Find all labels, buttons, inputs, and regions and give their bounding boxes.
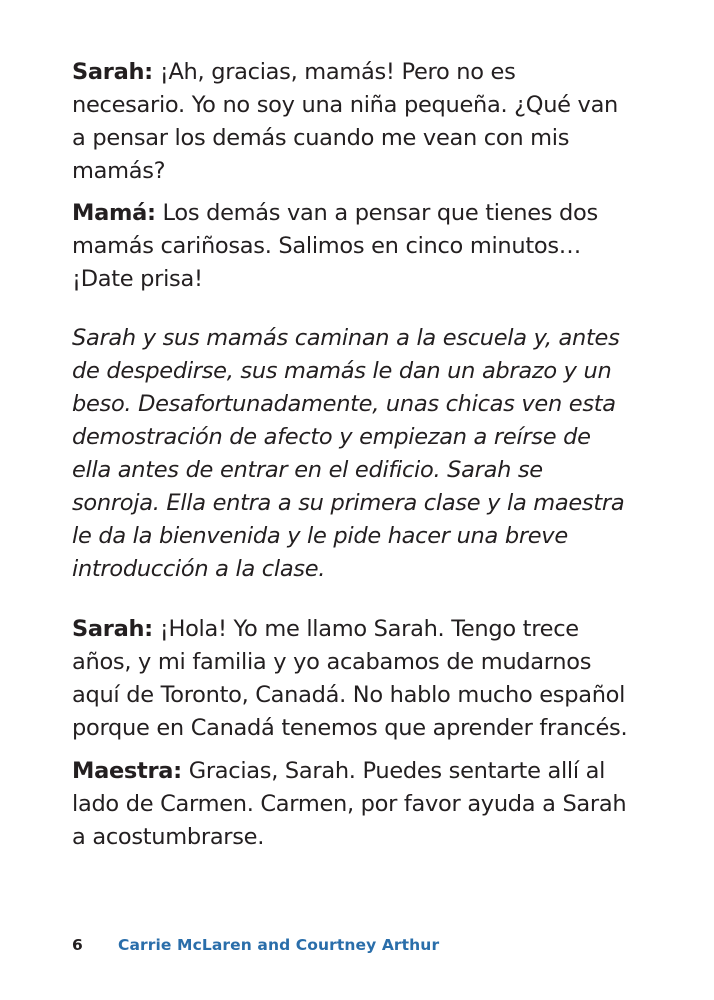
dialogue-paragraph — [72, 613, 632, 745]
page-body — [72, 56, 632, 854]
dialogue-text: ¡Hola! Yo me llamo Sarah. Tengo trece años, y mi familia y yo acabamos de mudarnos aquí de Toronto, Canadá. No hablo mucho español porque en Canadá tenemos que aprender francés. — [72, 616, 628, 741]
dialogue-paragraph — [72, 197, 632, 296]
speaker-label: Sarah: — [72, 616, 153, 642]
dialogue-text: Los demás van a pensar que tienes dos mamás cariñosas. Salimos en cinco minutos… ¡Date prisa! — [72, 200, 598, 292]
stage-direction — [72, 322, 632, 586]
speaker-label: Mamá: — [72, 200, 156, 226]
author-credit: Carrie McLaren and Courtney Arthur — [118, 936, 440, 954]
dialogue-paragraph — [72, 755, 632, 854]
speaker-label: Maestra: — [72, 758, 182, 784]
dialogue-text: Gracias, Sarah. Puedes sentarte allí al lado de Carmen. Carmen, por favor ayuda a Sarah a acostumbrarse. — [72, 758, 627, 850]
page-footer — [72, 934, 439, 956]
stage-direction-text: Sarah y sus mamás caminan a la escuela y, antes de despedirse, sus mamás le dan un abrazo y un beso. Desafortunadamente, unas chicas ven esta demostración de afecto y empiezan a reírse de ella antes de entrar en el edificio. Sarah se sonroja. Ella entra a su primera clase y la maestra le da la bienvenida y le pide hacer una breve introducción a la clase. — [72, 325, 625, 582]
dialogue-text: ¡Ah, gracias, mamás! Pero no es necesario. Yo no soy una niña pequeña. ¿Qué van a pensar los demás cuando me vean con mis mamás? — [72, 59, 619, 184]
dialogue-paragraph — [72, 56, 632, 188]
page-number: 6 — [72, 936, 83, 954]
speaker-label: Sarah: — [72, 59, 153, 85]
